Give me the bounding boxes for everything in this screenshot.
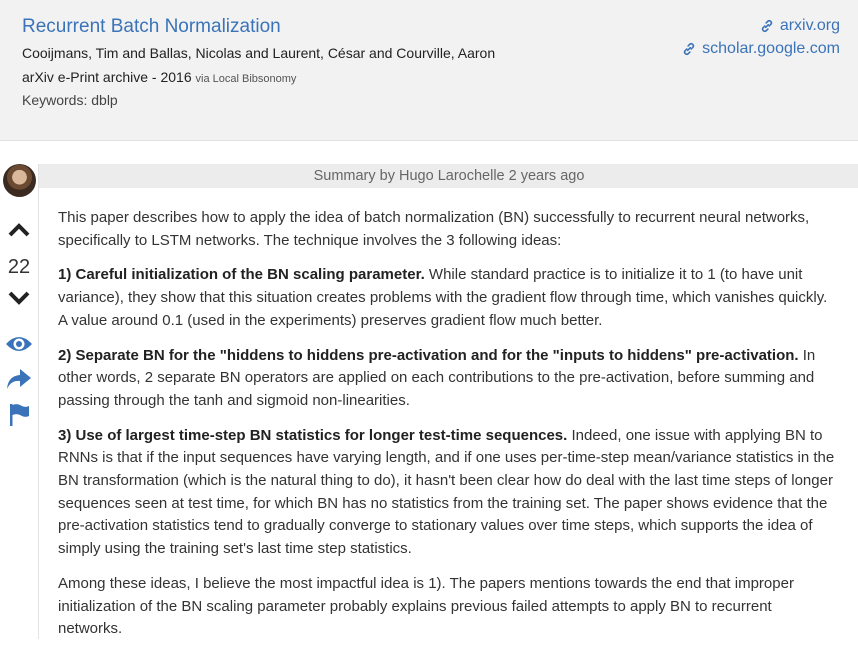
point-3-text: Indeed, one issue with applying BN to RNNs is that if the input sequences have varying length, and if one uses per-time-step mean/variance statistics in the BN transformation (which is the natural thing to do), it hasn't been clear how do deal with the last time steps of longer sequences seen at test time, for which BN has no statistics from the training set. The paper shows evidence that the pre-activation statistics tend to gradually converge to stationary values over time steps, which supports the idea of simply using the training set's last time step statistics.	[58, 426, 835, 558]
point-3-heading: 3) Use of largest time-step BN statistics for longer test-time sequences.	[58, 426, 568, 444]
link-icon	[760, 19, 774, 33]
arxiv-link-label[interactable]: arxiv.org	[779, 16, 840, 34]
link-icon	[682, 42, 696, 56]
point-2-text: In other words, 2 separate BN operators are applied on each contributions to the pre-activation, before summing and passing through the tanh and sigmoid non-linearities.	[58, 346, 816, 409]
keywords	[22, 92, 118, 108]
summary-point-1	[58, 264, 838, 332]
summary-point-2	[58, 345, 838, 413]
publication-venue: arXiv e-Print archive - 2016	[22, 69, 192, 85]
share-icon[interactable]	[6, 368, 32, 390]
scholar-link[interactable]	[682, 37, 840, 60]
summary-panel	[38, 164, 858, 639]
summary-body	[58, 207, 838, 653]
eye-icon[interactable]	[5, 334, 33, 354]
publication-info	[22, 69, 296, 85]
summary-conclusion: Among these ideas, I believe the most impactful idea is 1). The papers mentions towards the end that improper initialization of the BN scaling parameter probably explains previous failed attempts to apply BN to recurrent networks.	[58, 574, 794, 638]
arxiv-link[interactable]	[682, 14, 840, 37]
external-links	[682, 14, 840, 60]
paper-title-link[interactable]: Recurrent Batch Normalization	[22, 16, 281, 37]
scholar-link-label[interactable]: scholar.google.com	[702, 39, 840, 57]
point-1-heading: 1) Careful initialization of the BN scaling parameter.	[58, 266, 425, 284]
paper-header	[0, 0, 858, 141]
point-1-text: While standard practice is to initialize it to 1 (to have unit variance), they show that this situation creates problems with the gradient flow through time, which vanishes quickly. A value around 0.1 (used in the experiments) preserves gradient flow much better.	[58, 266, 828, 329]
vote-count: 22	[7, 256, 31, 278]
keywords-label: Keywords:	[22, 92, 88, 108]
point-2-heading: 2) Separate BN for the "hiddens to hiddens pre-activation and for the "inputs to hiddens" pre-activation.	[58, 346, 799, 364]
summary-point-3	[58, 425, 838, 561]
author-avatar[interactable]	[3, 164, 36, 197]
upvote-icon[interactable]	[7, 222, 31, 238]
downvote-icon[interactable]	[7, 290, 31, 306]
summary-header: Summary by Hugo Larochelle 2 years ago	[39, 164, 858, 188]
paper-authors: Cooijmans, Tim and Ballas, Nicolas and Laurent, César and Courville, Aaron	[22, 45, 496, 61]
keyword-tag[interactable]: dblp	[91, 92, 118, 108]
summary-intro: This paper describes how to apply the idea of batch normalization (BN) successfully to recurrent neural networks, specifically to LSTM networks. The technique involves the 3 following ideas:	[58, 209, 810, 249]
publication-source[interactable]: via Local Bibsonomy	[195, 73, 297, 85]
flag-icon[interactable]	[9, 403, 31, 427]
